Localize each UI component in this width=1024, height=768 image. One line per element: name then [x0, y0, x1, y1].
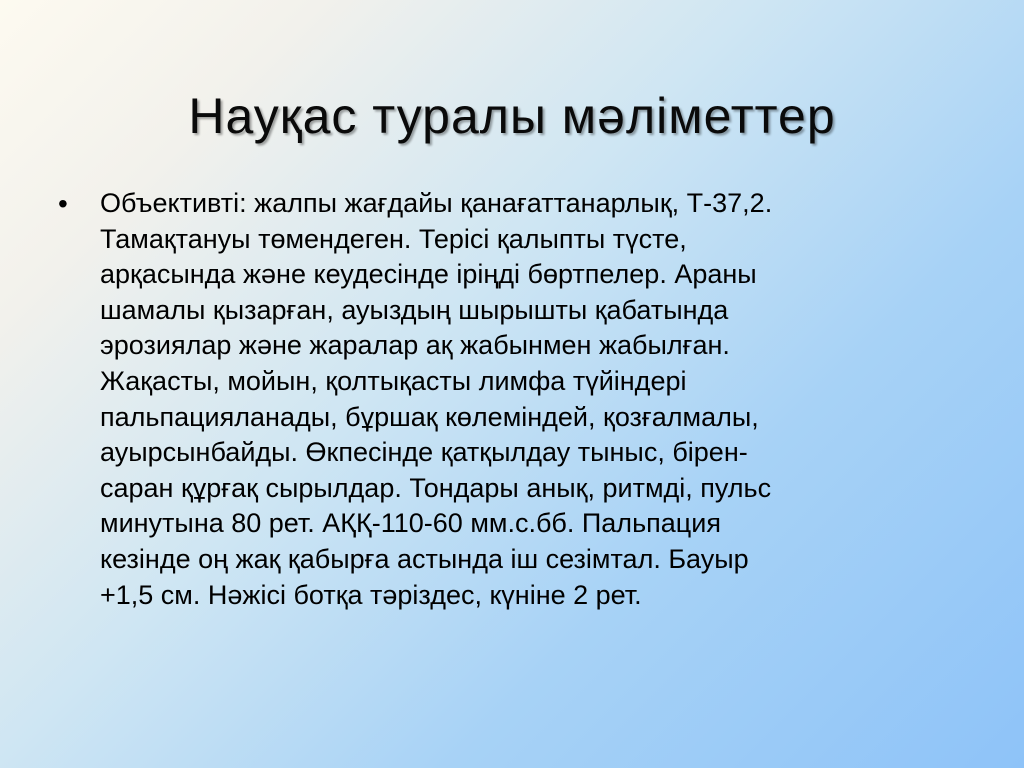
slide-title: Науқас туралы мәліметтер — [188, 88, 836, 144]
text-line-8: ауырсынбайды. Өкпесінде қатқылдау тыныс, бірен- — [100, 437, 748, 468]
text-line-2: Тамақтануы төмендеген. Терісі қалыпты түсте, — [100, 223, 687, 254]
text-line-11: кезінде оң жақ қабырға астында іш сезімтал. Бауыр — [100, 543, 749, 574]
text-line-1: Объективті: жалпы жағдайы қанағаттанарлық, Т-37,2. — [100, 188, 773, 218]
text-line-10: минутына 80 рет. АҚҚ-110-60 мм.с.бб. Пальпация — [100, 508, 721, 539]
text-line-4: шамалы қызарған, ауыздың шырышты қабатында — [100, 294, 729, 325]
text-line-9: саран құрғақ сырылдар. Тондары анық, ритмді, пульс — [100, 472, 772, 503]
bullet-marker: • — [58, 188, 68, 219]
bullet-text — [100, 186, 958, 613]
text-line-5: эрозиялар және жаралар ақ жабынмен жабылған. — [100, 330, 730, 361]
text-line-3: арқасында және кеудесінде іріңді бөртпелер. Араны — [100, 259, 757, 290]
text-line-7: пальпацияланады, бұршақ көлеміндей, қозғалмалы, — [100, 401, 759, 432]
slide-content — [58, 186, 958, 613]
text-line-6: Жақасты, мойын, қолтықасты лимфа түйіндері — [100, 365, 687, 396]
text-line-12: +1,5 см. Нәжісі ботқа тәріздес, күніне 2 рет. — [100, 579, 642, 610]
bullet-item — [58, 186, 958, 613]
